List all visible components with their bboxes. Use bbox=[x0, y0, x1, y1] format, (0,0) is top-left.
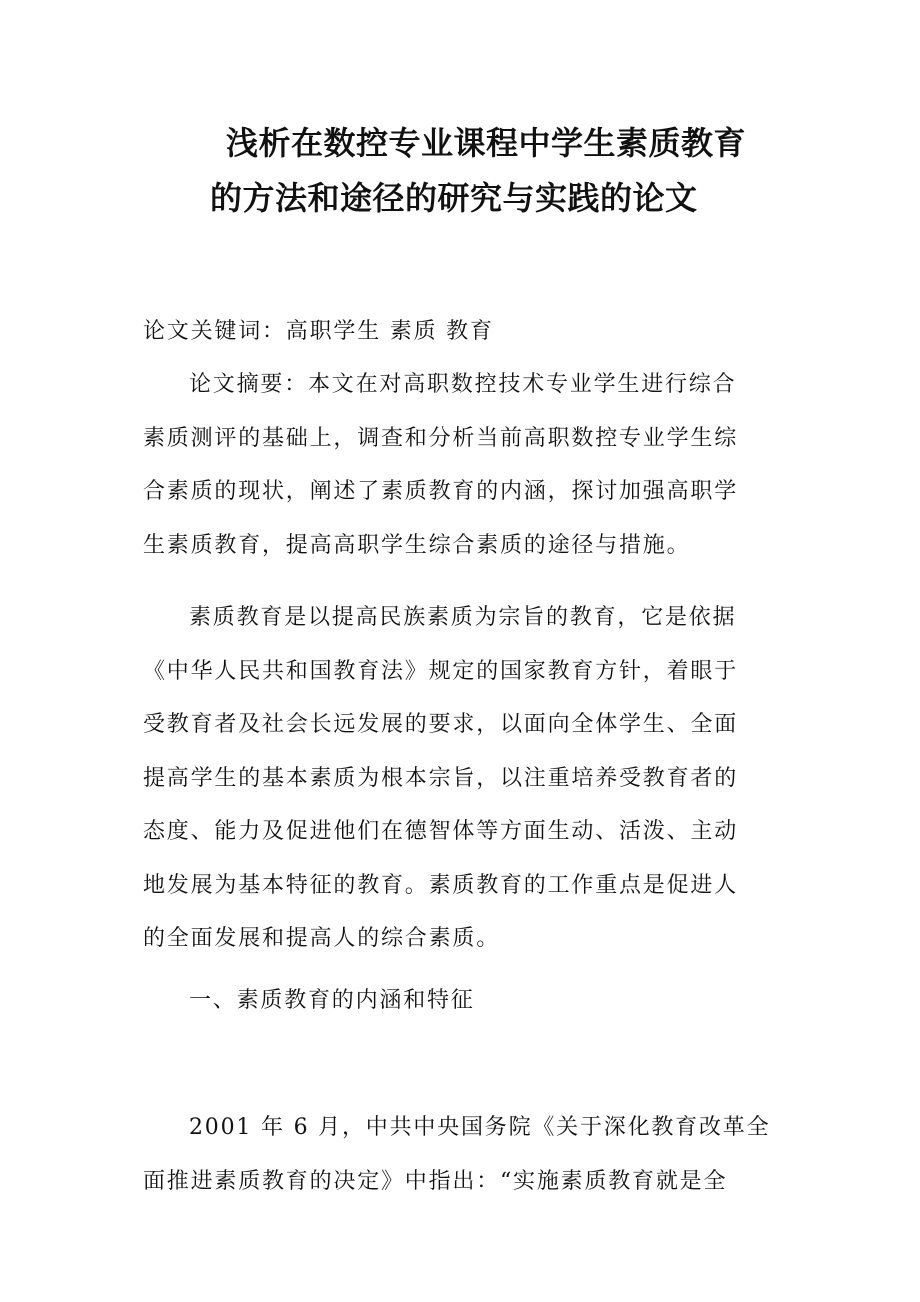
abstract-paragraph bbox=[143, 358, 773, 572]
body-paragraph-1 bbox=[143, 591, 773, 966]
section-heading bbox=[143, 974, 773, 1028]
body-paragraph-2 bbox=[143, 1101, 773, 1208]
paragraph-line: 2001 年 6 月，中共中央国务院《关于深化教育改革全 bbox=[189, 1115, 771, 1140]
abstract-line: 合素质的现状，阐述了素质教育的内涵，探讨加强高职学 bbox=[143, 479, 739, 504]
paragraph-line: 面推进素质教育的决定》中指出：“实施素质教育就是全 bbox=[143, 1168, 728, 1194]
paragraph-line: 受教育者及社会长远发展的要求，以面向全体学生、全面 bbox=[143, 712, 739, 737]
abstract-line: 素质测评的基础上，调查和分析当前高职数控专业学生综 bbox=[143, 425, 739, 451]
section-heading-text: 一、素质教育的内涵和特征 bbox=[189, 988, 475, 1013]
paragraph-line: 的全面发展和提高人的综合素质。 bbox=[143, 926, 501, 951]
keywords-line bbox=[143, 305, 773, 359]
document-title bbox=[210, 116, 780, 226]
paragraph-line: 态度、能力及促进他们在德智体等方面生动、活泼、主动 bbox=[143, 819, 739, 844]
paragraph-line: 素质教育是以提高民族素质为宗旨的教育，它是依据 bbox=[189, 605, 737, 630]
paragraph-line: 地发展为基本特征的教育。素质教育的工作重点是促进人 bbox=[143, 872, 739, 898]
keywords-text: 论文关键词：高职学生 素质 教育 bbox=[143, 319, 494, 344]
title-line-2: 的方法和途径的研究与实践的论文 bbox=[210, 179, 698, 217]
abstract-line: 生素质教育，提高高职学生综合素质的途径与措施。 bbox=[143, 532, 691, 558]
abstract-line: 论文摘要：本文在对高职数控技术专业学生进行综合 bbox=[189, 372, 737, 397]
paragraph-line: 《中华人民共和国教育法》规定的国家教育方针，着眼于 bbox=[143, 658, 739, 684]
title-line-1: 浅析在数控专业课程中学生素质教育 bbox=[226, 124, 747, 162]
paragraph-line: 提高学生的基本素质为根本宗旨，以注重培养受教育者的 bbox=[143, 765, 739, 791]
